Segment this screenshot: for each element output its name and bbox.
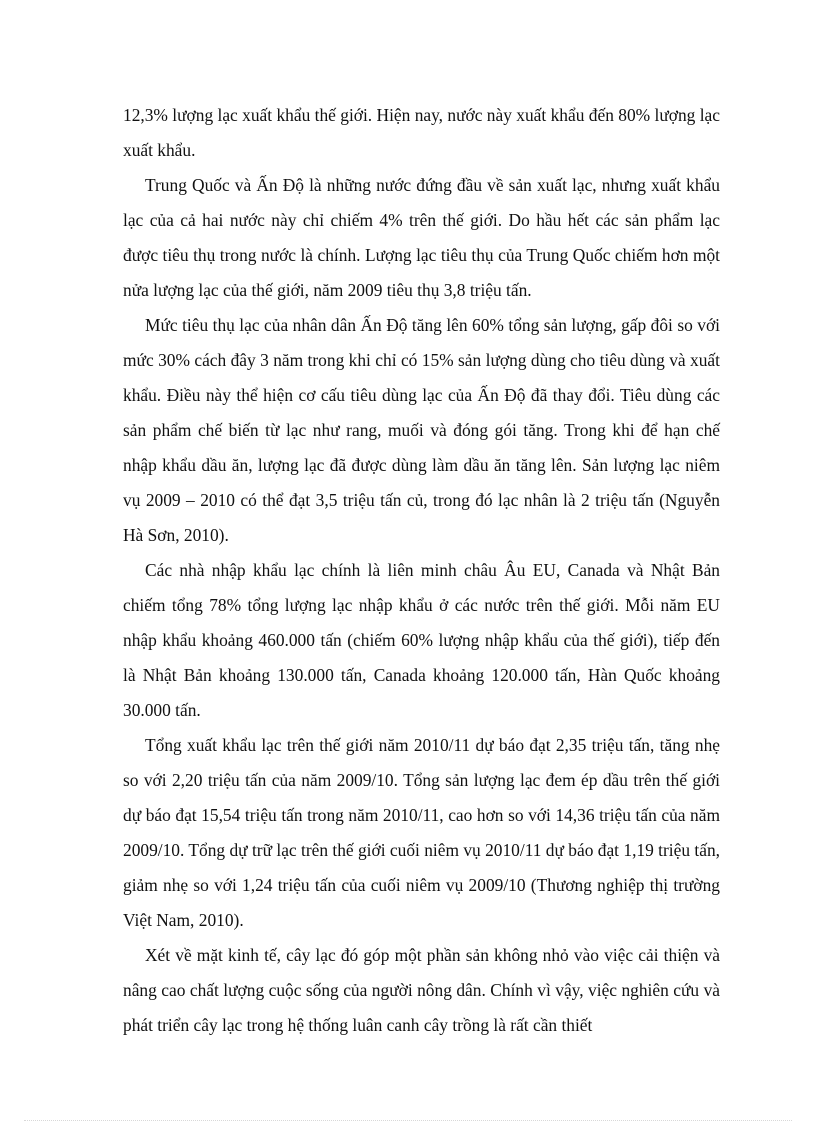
paragraph-6: Xét về mặt kinh tế, cây lạc đó góp một phần sản không nhỏ vào việc cải thiện và nâng cao chất lượng cuộc sống của người nông dân. Chính vì vậy, việc nghiên cứu và phát triển cây lạc trong hệ thống luân canh cây trồng là rất cần thiết: [123, 945, 720, 1035]
document-body: [123, 98, 720, 1043]
paragraph-3: Mức tiêu thụ lạc của nhân dân Ấn Độ tăng lên 60% tổng sản lượng, gấp đôi so với mức 30% cách đây 3 năm trong khi chỉ có 15% sản lượng dùng cho tiêu dùng và xuất khẩu. Điều này thể hiện cơ cấu tiêu dùng lạc của Ấn Độ đã thay đổi. Tiêu dùng các sản phẩm chế biến từ lạc như rang, muối và đóng gói tăng. Trong khi để hạn chế nhập khẩu dầu ăn, lượng lạc đã được dùng làm dầu ăn tăng lên. Sản lượng lạc niêm vụ 2009 – 2010 có thể đạt 3,5 triệu tấn củ, trong đó lạc nhân là 2 triệu tấn (Nguyễn Hà Sơn, 2010).: [123, 315, 720, 545]
page-bottom-divider: [24, 1120, 792, 1121]
paragraph-5: Tổng xuất khẩu lạc trên thế giới năm 2010/11 dự báo đạt 2,35 triệu tấn, tăng nhẹ so với 2,20 triệu tấn của năm 2009/10. Tổng sản lượng lạc đem ép dầu trên thế giới dự báo đạt 15,54 triệu tấn trong năm 2010/11, cao hơn so với 14,36 triệu tấn của năm 2009/10. Tổng dự trữ lạc trên thế giới cuối niêm vụ 2010/11 dự báo đạt 1,19 triệu tấn, giảm nhẹ so với 1,24 triệu tấn của cuối niêm vụ 2009/10 (Thương nghiệp thị trường Việt Nam, 2010).: [123, 735, 720, 930]
paragraph-1: 12,3% lượng lạc xuất khẩu thế giới. Hiện nay, nước này xuất khẩu đến 80% lượng lạc xuất khẩu.: [123, 105, 720, 160]
paragraph-2: Trung Quốc và Ấn Độ là những nước đứng đầu về sản xuất lạc, nhưng xuất khẩu lạc của cả hai nước này chỉ chiếm 4% trên thế giới. Do hầu hết các sản phẩm lạc được tiêu thụ trong nước là chính. Lượng lạc tiêu thụ của Trung Quốc chiếm hơn một nửa lượng lạc của thế giới, năm 2009 tiêu thụ 3,8 triệu tấn.: [123, 175, 720, 300]
paragraph-4: Các nhà nhập khẩu lạc chính là liên minh châu Âu EU, Canada và Nhật Bản chiếm tổng 78% tổng lượng lạc nhập khẩu ở các nước trên thế giới. Mỗi năm EU nhập khẩu khoảng 460.000 tấn (chiếm 60% lượng nhập khẩu của thế giới), tiếp đến là Nhật Bản khoảng 130.000 tấn, Canada khoảng 120.000 tấn, Hàn Quốc khoảng 30.000 tấn.: [123, 560, 720, 720]
